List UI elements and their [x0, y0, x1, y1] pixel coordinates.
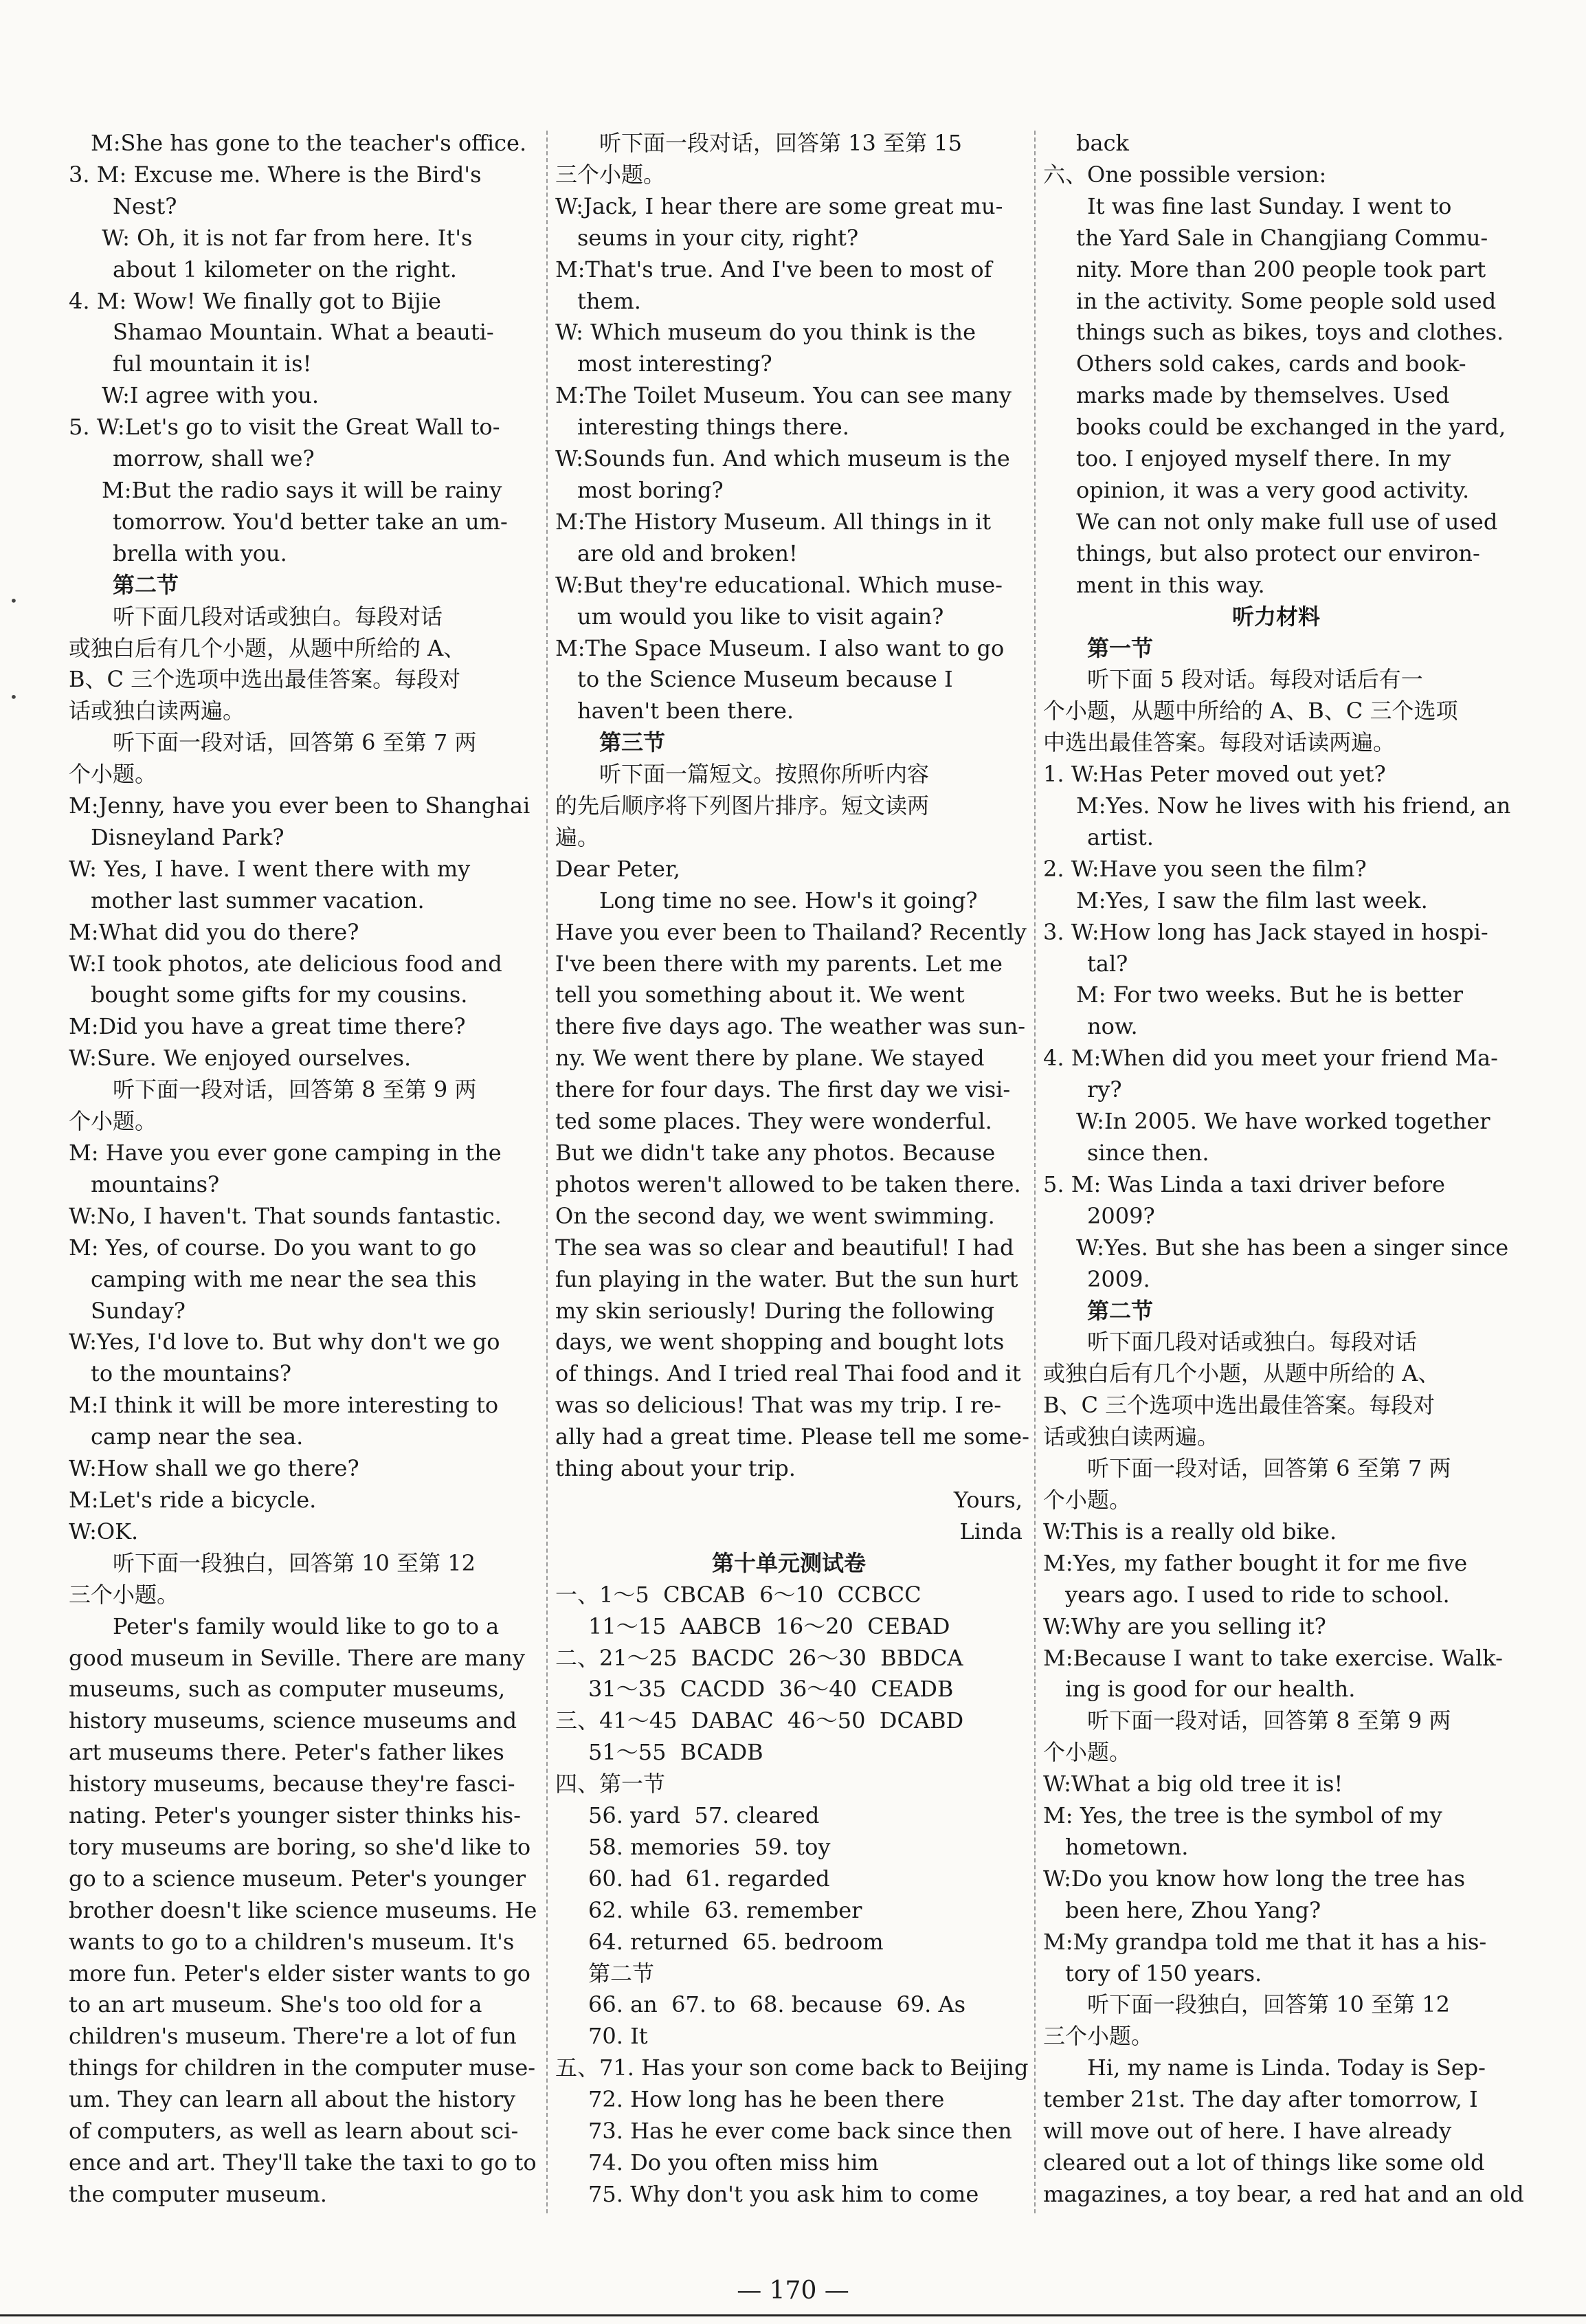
- text-line: haven't been there.: [577, 698, 794, 724]
- text-line: 听下面一段独白，回答第 10 至第 12: [113, 1549, 476, 1576]
- text-line: things, but also protect our environ-: [1076, 540, 1480, 566]
- text-line: M: Yes, of course. Do you want to go: [69, 1234, 477, 1261]
- text-line: 70. It: [588, 2023, 648, 2050]
- text-line: ing is good for our health.: [1065, 1676, 1356, 1703]
- text-line: W:I took photos, ate delicious food and: [69, 950, 502, 977]
- text-line: opinion, it was a very good activity.: [1076, 476, 1470, 503]
- column-divider-right: [1034, 131, 1036, 2213]
- text-line: mother last summer vacation.: [91, 887, 425, 914]
- text-line: tomorrow. You'd better take an um-: [113, 508, 508, 535]
- text-line: 的先后顺序将下列图片排序。短文读两: [555, 793, 930, 819]
- text-line: been here, Zhou Yang?: [1065, 1896, 1321, 1923]
- text-line: of computers, as well as learn about sci-: [69, 2118, 519, 2145]
- text-line: 一、1～5 CBCAB 6～10 CCBCC: [555, 1581, 922, 1608]
- text-line: W: Oh, it is not far from here. It's: [102, 224, 473, 251]
- text-line: W:Yes, I'd love to. But why don't we go: [69, 1329, 500, 1355]
- text-line: 听下面一段独白，回答第 10 至第 12: [1087, 1991, 1450, 2018]
- text-line: W: Yes, I have. I went there with my: [69, 855, 471, 882]
- text-line: tell you something about it. We went: [555, 982, 965, 1008]
- text-line: 听下面几段对话或独白。每段对话: [1087, 1329, 1418, 1355]
- margin-dot: •: [10, 689, 18, 705]
- column-divider-left: [546, 131, 548, 2213]
- text-line: W:Why are you selling it?: [1043, 1613, 1326, 1639]
- text-line: cleared out a lot of things like some old: [1043, 2149, 1485, 2176]
- text-line: 五、71. Has your son come back to Beijing: [555, 2055, 1029, 2081]
- text-line: Dear Peter,: [555, 855, 680, 882]
- text-line: 51～55 BCADB: [588, 1739, 763, 1766]
- text-line: 66. an 67. to 68. because 69. As: [588, 1991, 966, 2018]
- text-line: magazines, a toy bear, a red hat and an old: [1043, 2180, 1524, 2207]
- text-line: M:Let's ride a bicycle.: [69, 1486, 317, 1513]
- text-line: brother doesn't like science museums. He: [69, 1896, 537, 1923]
- text-line: 个小题，从题中所给的 A、B、C 三个选项: [1043, 698, 1458, 724]
- text-line: W:OK.: [69, 1518, 139, 1545]
- text-line: history museums, science museums and: [69, 1707, 517, 1734]
- text-line: since then.: [1087, 1140, 1209, 1166]
- text-line: about 1 kilometer on the right.: [113, 256, 457, 283]
- text-line: 11～15 AABCB 16～20 CEBAD: [588, 1613, 950, 1639]
- text-line: morrow, shall we?: [113, 445, 315, 472]
- text-line: things such as bikes, toys and clothes.: [1076, 319, 1504, 346]
- text-line: I've been there with my parents. Let me: [555, 950, 1003, 977]
- text-line: 74. Do you often miss him: [588, 2149, 879, 2176]
- text-line: um would you like to visit again?: [577, 603, 944, 630]
- text-line: more fun. Peter's elder sister wants to go: [69, 1960, 530, 1987]
- text-line: tal?: [1087, 950, 1128, 977]
- text-line: M:But the radio says it will be rainy: [102, 476, 502, 503]
- text-line: 或独白后有几个小题，从题中所给的 A、: [1043, 1360, 1440, 1387]
- text-line: Long time no see. How's it going?: [599, 887, 978, 914]
- text-line: of things. And I tried real Thai food and it: [555, 1360, 1021, 1387]
- text-line: marks made by themselves. Used: [1076, 382, 1450, 409]
- text-line: M:Yes, I saw the film last week.: [1076, 887, 1428, 914]
- text-line: nating. Peter's younger sister thinks his-: [69, 1802, 521, 1829]
- text-line: Linda: [959, 1518, 1023, 1545]
- text-line: years ago. I used to ride to school.: [1065, 1581, 1450, 1608]
- text-line: 58. memories 59. toy: [588, 1833, 831, 1860]
- text-line: 3. M: Excuse me. Where is the Bird's: [69, 161, 482, 188]
- text-line: mountains?: [91, 1171, 220, 1197]
- text-line: in the activity. Some people sold used: [1076, 287, 1497, 314]
- text-line: 第一节: [1087, 634, 1154, 661]
- text-line: 72. How long has he been there: [588, 2086, 945, 2113]
- text-column-middle: [555, 128, 1029, 2211]
- text-line: 5. M: Was Linda a taxi driver before: [1043, 1171, 1445, 1197]
- text-line: W:Sounds fun. And which museum is the: [555, 445, 1010, 472]
- text-line: 个小题。: [69, 761, 157, 788]
- text-line: museums, such as computer museums,: [69, 1676, 506, 1703]
- bottom-rule: [0, 2314, 1586, 2316]
- text-line: 话或独白读两遍。: [1043, 1424, 1220, 1450]
- text-line: 听下面一段对话，回答第 8 至第 9 两: [113, 1076, 477, 1103]
- text-line: my skin seriously! During the following: [555, 1297, 995, 1324]
- text-line: to the mountains?: [91, 1360, 292, 1387]
- text-line: M:I think it will be more interesting to: [69, 1392, 499, 1419]
- text-line: 听下面一段对话，回答第 8 至第 9 两: [1087, 1707, 1451, 1734]
- text-line: 56. yard 57. cleared: [588, 1802, 820, 1829]
- text-line: ry?: [1087, 1076, 1122, 1103]
- text-line: 听下面一篇短文。按照你所听内容: [599, 761, 930, 788]
- text-line: M:Yes. Now he lives with his friend, an: [1076, 793, 1511, 819]
- text-line: 75. Why don't you ask him to come: [588, 2180, 979, 2207]
- text-line: 60. had 61. regarded: [588, 1865, 830, 1892]
- text-line: 中选出最佳答案。每段对话读两遍。: [1043, 729, 1396, 756]
- text-line: most interesting?: [577, 351, 772, 377]
- text-line: We can not only make full use of used: [1076, 508, 1498, 535]
- text-line: 听力材料: [1231, 603, 1320, 630]
- text-line: ted some places. They were wonderful.: [555, 1108, 992, 1135]
- text-line: 听下面一段对话，回答第 13 至第 15: [599, 130, 962, 156]
- text-line: W:How shall we go there?: [69, 1455, 359, 1482]
- text-line: back: [1076, 130, 1129, 156]
- text-line: M:Did you have a great time there?: [69, 1013, 466, 1040]
- text-line: W:Jack, I hear there are some great mu-: [555, 192, 1003, 219]
- text-line: artist.: [1087, 823, 1154, 850]
- text-line: ally had a great time. Please tell me some-: [555, 1424, 1029, 1450]
- text-line: 听下面一段对话，回答第 6 至第 7 两: [1087, 1455, 1451, 1482]
- text-line: 第二节: [588, 1960, 655, 1987]
- text-line: 3. W:How long has Jack stayed in hospi-: [1043, 918, 1488, 945]
- text-line: tory of 150 years.: [1065, 1960, 1262, 1987]
- text-line: M: For two weeks. But he is better: [1076, 982, 1464, 1008]
- text-line: art museums there. Peter's father likes: [69, 1739, 504, 1766]
- text-line: was so delicious! That was my trip. I re-: [555, 1392, 1002, 1419]
- text-line: W:Do you know how long the tree has: [1043, 1865, 1466, 1892]
- text-line: 遍。: [555, 823, 600, 850]
- text-line: 第二节: [113, 571, 179, 598]
- text-line: Others sold cakes, cards and book-: [1076, 351, 1466, 377]
- text-line: B、C 三个选项中选出最佳答案。每段对: [69, 666, 461, 693]
- text-line: tember 21st. The day after tomorrow, I: [1043, 2086, 1478, 2113]
- text-line: to the Science Museum because I: [577, 666, 953, 693]
- text-line: 三个小题。: [1043, 2023, 1154, 2050]
- text-line: 62. while 63. remember: [588, 1896, 862, 1923]
- text-line: them.: [577, 287, 641, 314]
- text-line: most boring?: [577, 476, 724, 503]
- text-line: books could be exchanged in the yard,: [1076, 414, 1506, 441]
- text-line: M:Yes, my father bought it for me five: [1043, 1549, 1468, 1576]
- text-line: 73. Has he ever come back since then: [588, 2118, 1012, 2145]
- text-line: W:What a big old tree it is!: [1043, 1771, 1343, 1797]
- text-line: 第二节: [1087, 1297, 1154, 1324]
- text-line: Sunday?: [91, 1297, 186, 1324]
- text-line: On the second day, we went swimming.: [555, 1202, 995, 1229]
- text-line: are old and broken!: [577, 540, 798, 566]
- text-line: 2009?: [1087, 1202, 1155, 1229]
- text-line: M:She has gone to the teacher's office.: [91, 130, 527, 156]
- text-line: 4. M:When did you meet your friend Ma-: [1043, 1045, 1498, 1072]
- text-line: to an art museum. She's too old for a: [69, 1991, 482, 2018]
- text-line: 二、21～25 BACDC 26～30 BBDCA: [555, 1644, 963, 1671]
- page-number: — 170 —: [737, 2277, 849, 2305]
- text-line: Have you ever been to Thailand? Recently: [555, 918, 1027, 945]
- text-line: M:Because I want to take exercise. Walk-: [1043, 1644, 1503, 1671]
- text-line: M:The Space Museum. I also want to go: [555, 634, 1005, 661]
- text-line: 听下面 5 段对话。每段对话后有一: [1087, 666, 1423, 693]
- text-line: ment in this way.: [1076, 571, 1265, 598]
- text-line: 个小题。: [1043, 1486, 1132, 1513]
- text-line: things for children in the computer muse-: [69, 2055, 536, 2081]
- text-line: W:I agree with you.: [102, 382, 319, 409]
- text-line: now.: [1087, 1013, 1138, 1040]
- text-line: children's museum. There're a lot of fun: [69, 2023, 517, 2050]
- text-line: camping with me near the sea this: [91, 1265, 477, 1292]
- text-line: 2. W:Have you seen the film?: [1043, 855, 1367, 882]
- text-line: 64. returned 65. bedroom: [588, 1928, 884, 1955]
- text-line: too. I enjoyed myself there. In my: [1076, 445, 1451, 472]
- text-line: Disneyland Park?: [91, 823, 284, 850]
- text-line: tory museums are boring, so she'd like to: [69, 1833, 531, 1860]
- text-line: 第十单元测试卷: [711, 1549, 866, 1576]
- text-line: M: Have you ever gone camping in the: [69, 1140, 502, 1166]
- text-line: 话或独白读两遍。: [69, 698, 245, 724]
- text-line: M:Jenny, have you ever been to Shanghai: [69, 793, 530, 819]
- text-line: Yours,: [953, 1486, 1023, 1513]
- text-line: brella with you.: [113, 540, 287, 566]
- text-line: 个小题。: [69, 1108, 157, 1135]
- text-line: 听下面一段对话，回答第 6 至第 7 两: [113, 729, 477, 756]
- text-line: But we didn't take any photos. Because: [555, 1140, 996, 1166]
- text-line: ny. We went there by plane. We stayed: [555, 1045, 985, 1072]
- text-line: Nest?: [113, 192, 177, 219]
- text-line: 六、One possible version:: [1043, 161, 1327, 188]
- text-line: 1. W:Has Peter moved out yet?: [1043, 761, 1386, 788]
- text-line: history museums, because they're fasci-: [69, 1771, 515, 1797]
- text-line: thing about your trip.: [555, 1455, 796, 1482]
- text-line: Hi, my name is Linda. Today is Sep-: [1087, 2055, 1486, 2081]
- text-line: M:My grandpa told me that it has a his-: [1043, 1928, 1487, 1955]
- text-line: 31～35 CACDD 36～40 CEADB: [588, 1676, 954, 1703]
- text-line: 5. W:Let's go to visit the Great Wall to-: [69, 414, 500, 441]
- text-line: The sea was so clear and beautiful! I had: [555, 1234, 1014, 1261]
- text-line: W: Which museum do you think is the: [555, 319, 976, 346]
- text-line: um. They can learn all about the history: [69, 2086, 516, 2113]
- text-line: fun playing in the water. But the sun hurt: [555, 1265, 1018, 1292]
- text-line: there for four days. The first day we visi-: [555, 1076, 1011, 1103]
- text-line: W:But they're educational. Which muse-: [555, 571, 1003, 598]
- text-line: 三、41～45 DABAC 46～50 DCABD: [555, 1707, 964, 1734]
- text-column-left: [69, 128, 536, 2211]
- text-line: ence and art. They'll take the taxi to go to: [69, 2149, 537, 2176]
- text-line: nity. More than 200 people took part: [1076, 256, 1486, 283]
- text-line: W:This is a really old bike.: [1043, 1518, 1337, 1545]
- text-line: ful mountain it is!: [113, 351, 312, 377]
- text-line: go to a science museum. Peter's younger: [69, 1865, 526, 1892]
- text-line: M:The Toilet Museum. You can see many: [555, 382, 1012, 409]
- text-line: M: Yes, the tree is the symbol of my: [1043, 1802, 1442, 1829]
- text-line: B、C 三个选项中选出最佳答案。每段对: [1043, 1392, 1436, 1419]
- text-line: W:Sure. We enjoyed ourselves.: [69, 1045, 412, 1072]
- text-line: will move out of here. I have already: [1043, 2118, 1452, 2145]
- text-line: 听下面几段对话或独白。每段对话: [113, 603, 443, 630]
- text-line: bought some gifts for my cousins.: [91, 982, 468, 1008]
- text-line: W:No, I haven't. That sounds fantastic.: [69, 1202, 502, 1229]
- text-line: 第三节: [599, 729, 666, 756]
- text-line: Shamao Mountain. What a beauti-: [113, 319, 494, 346]
- text-line: 2009.: [1087, 1265, 1150, 1292]
- text-line: M:The History Museum. All things in it: [555, 508, 992, 535]
- text-line: days, we went shopping and bought lots: [555, 1329, 1005, 1355]
- text-line: It was fine last Sunday. I went to: [1087, 192, 1452, 219]
- text-line: the Yard Sale in Changjiang Commu-: [1076, 224, 1488, 251]
- text-line: 四、第一节: [555, 1771, 666, 1797]
- text-line: wants to go to a children's museum. It's: [69, 1928, 515, 1955]
- text-line: W:In 2005. We have worked together: [1076, 1108, 1490, 1135]
- text-line: 三个小题。: [555, 161, 666, 188]
- text-line: photos weren't allowed to be taken there.: [555, 1171, 1021, 1197]
- text-line: Peter's family would like to go to a: [113, 1613, 500, 1639]
- text-line: M:That's true. And I've been to most of: [555, 256, 992, 283]
- text-line: good museum in Seville. There are many: [69, 1644, 525, 1671]
- text-line: W:Yes. But she has been a singer since: [1076, 1234, 1509, 1261]
- text-line: the computer museum.: [69, 2180, 327, 2207]
- text-column-right: [1043, 128, 1524, 2211]
- text-line: interesting things there.: [577, 414, 849, 441]
- text-line: 三个小题。: [69, 1581, 179, 1608]
- margin-dot: •: [10, 593, 18, 609]
- text-line: 或独白后有几个小题，从题中所给的 A、: [69, 634, 466, 661]
- text-line: 4. M: Wow! We finally got to Bijie: [69, 287, 441, 314]
- text-line: there five days ago. The weather was sun-: [555, 1013, 1026, 1040]
- text-line: M:What did you do there?: [69, 918, 359, 945]
- text-line: 个小题。: [1043, 1739, 1132, 1766]
- text-line: camp near the sea.: [91, 1424, 304, 1450]
- text-line: seums in your city, right?: [577, 224, 859, 251]
- text-line: hometown.: [1065, 1833, 1189, 1860]
